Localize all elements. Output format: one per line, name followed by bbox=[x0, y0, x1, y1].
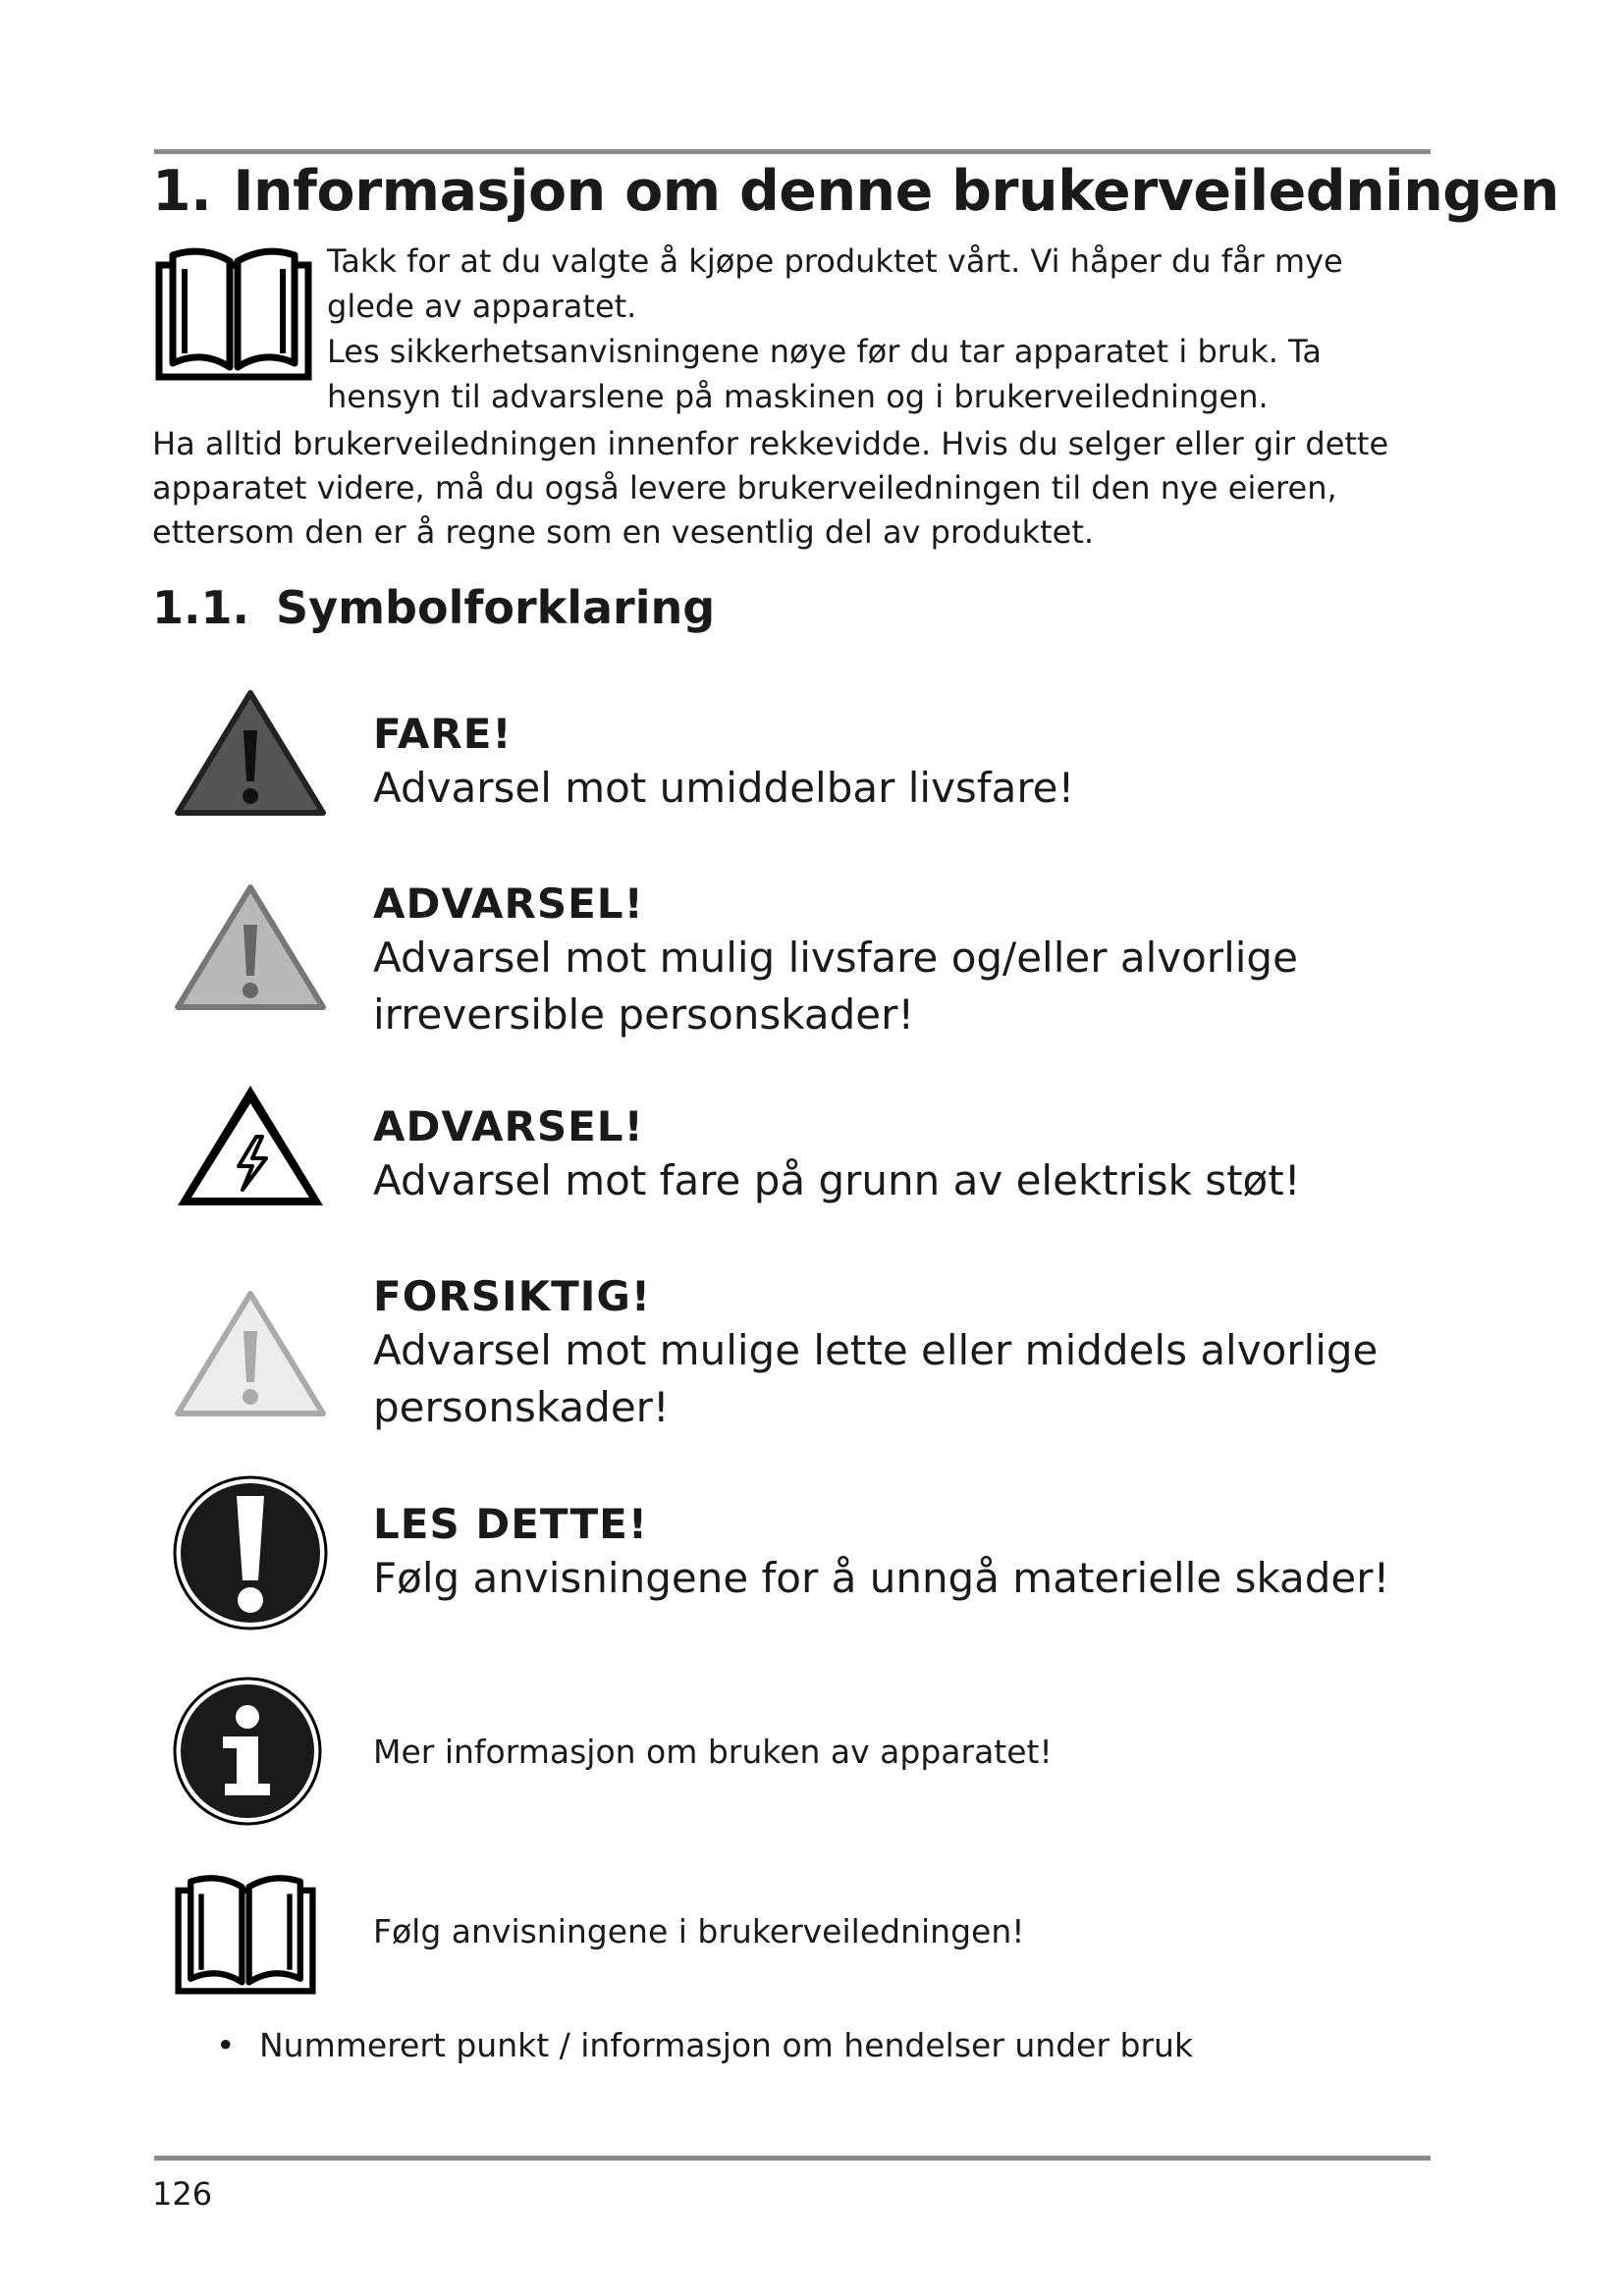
section-number: 1. bbox=[152, 159, 212, 224]
symbol-title: FORSIKTIG! bbox=[373, 1272, 652, 1320]
section-heading bbox=[152, 159, 1559, 224]
symbol-warning bbox=[373, 879, 1434, 1043]
symbol-description: Advarsel mot umiddelbar livsfare! bbox=[373, 764, 1075, 812]
body-paragraph-text: Ha alltid brukerveiledningen innenfor rekkevidde. Hvis du selger eller gir dette apparatet videre, må du også levere brukerveiledningen til den nye eieren, ettersom den er å regne som en vesentlig del av produktet. bbox=[152, 425, 1389, 551]
book-icon bbox=[175, 1871, 316, 1995]
info-circle-icon bbox=[172, 1676, 323, 1827]
book-icon bbox=[155, 243, 312, 381]
symbol-description: Advarsel mot fare på grunn av elektrisk støt! bbox=[373, 1156, 1301, 1204]
subsection-heading bbox=[152, 581, 715, 634]
exclamation-circle-icon bbox=[172, 1474, 329, 1631]
section-title: Informasjon om denne brukerveiledningen bbox=[233, 159, 1559, 224]
intro-paragraph-safety: Les sikkerhetsanvisningene nøye før du tar apparatet i bruk. Ta hensyn til advarslene på maskinen og i brukerveiledningen. bbox=[327, 333, 1322, 415]
danger-triangle-icon bbox=[172, 687, 329, 820]
subsection-number: 1.1. bbox=[152, 581, 249, 634]
symbol-electric bbox=[373, 1101, 1434, 1209]
top-rule bbox=[154, 149, 1431, 154]
symbol-read-this bbox=[373, 1499, 1434, 1607]
symbol-book-text: Følg anvisningene i brukerveiledningen! bbox=[373, 1912, 1025, 1950]
bottom-rule bbox=[154, 2156, 1431, 2161]
symbol-danger bbox=[373, 709, 1434, 817]
electric-shock-icon bbox=[172, 1080, 329, 1212]
intro-paragraph-thanks: Takk for at du valgte å kjøpe produktet vårt. Vi håper du får mye glede av apparatet. bbox=[327, 242, 1343, 325]
body-paragraph bbox=[152, 422, 1438, 555]
symbol-caution bbox=[373, 1271, 1434, 1436]
symbol-title: FARE! bbox=[373, 710, 513, 758]
bullet-marker: • bbox=[216, 2026, 236, 2064]
symbol-title: LES DETTE! bbox=[373, 1500, 648, 1548]
symbol-info-text: Mer informasjon om bruken av apparatet! bbox=[373, 1733, 1053, 1771]
caution-triangle-icon bbox=[172, 1288, 329, 1420]
bullet-text: Nummerert punkt / informasjon om hendelser under bruk bbox=[259, 2026, 1194, 2064]
symbol-description: Følg anvisningene for å unngå materielle skader! bbox=[373, 1554, 1390, 1602]
bullet-item bbox=[216, 2026, 1193, 2064]
intro-text bbox=[327, 239, 1436, 419]
subsection-title: Symbolforklaring bbox=[276, 581, 716, 634]
symbol-title: ADVARSEL! bbox=[373, 1102, 644, 1150]
symbol-description: Advarsel mot mulige lette eller middels alvorlige personskader! bbox=[373, 1326, 1379, 1431]
symbol-title: ADVARSEL! bbox=[373, 880, 644, 928]
symbol-description: Advarsel mot mulig livsfare og/eller alvorlige irreversible personskader! bbox=[373, 934, 1298, 1039]
page-number: 126 bbox=[152, 2175, 213, 2213]
warning-triangle-icon bbox=[172, 881, 329, 1014]
